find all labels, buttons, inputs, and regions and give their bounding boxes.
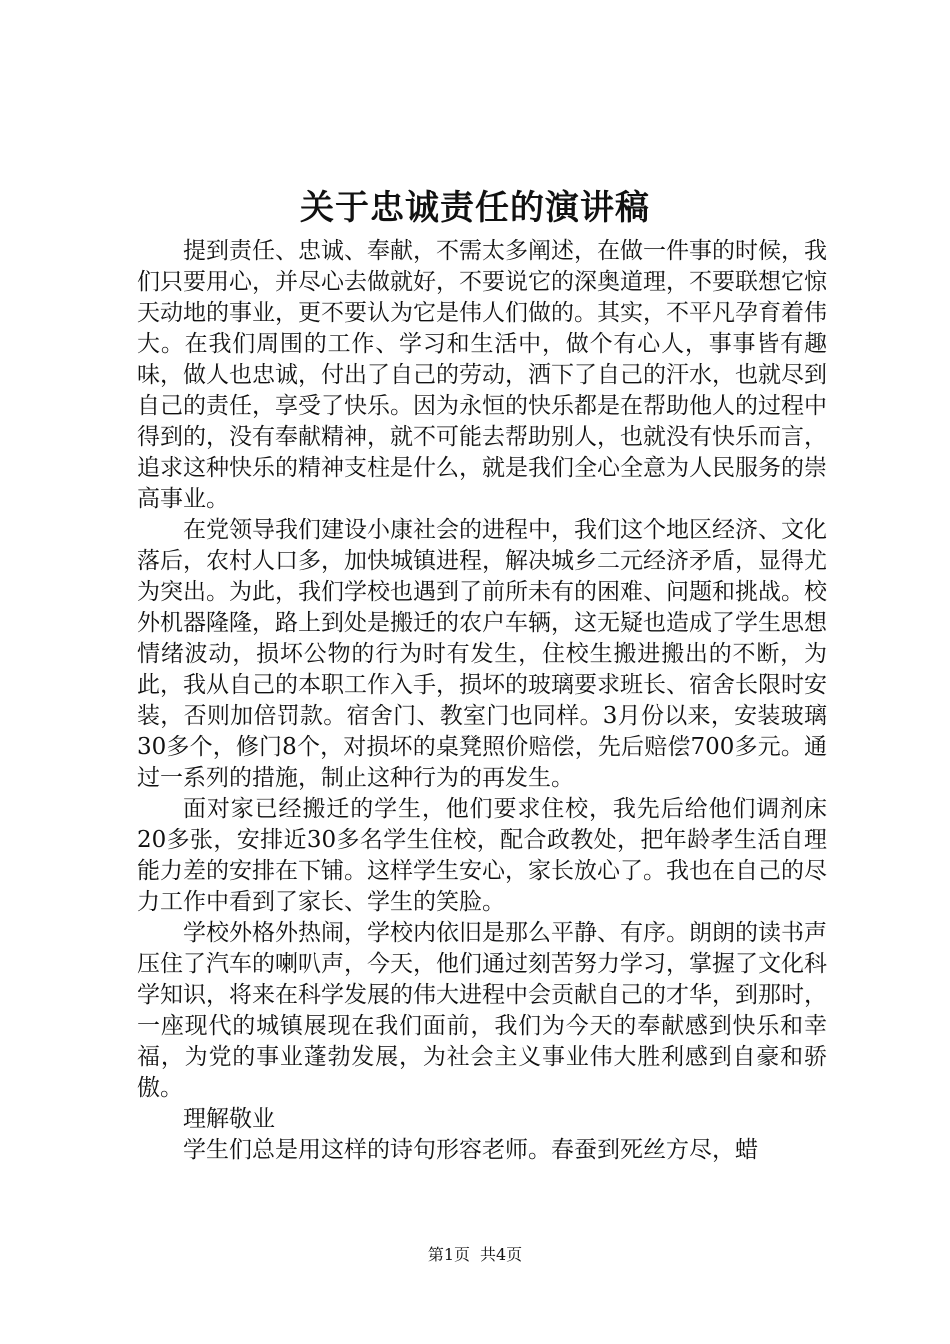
document-body — [137, 236, 827, 1166]
paragraph-4: 学校外格外热闹，学校内依旧是那么平静、有序。朗朗的读书声压住了汽车的喇叭声，今天，他们通过刻苦努力学习，掌握了文化科学知识，将来在科学发展的伟大进程中会贡献自己的才华，到那时，一座现代的城镇展现在我们面前，我们为今天的奉献感到快乐和幸福，为党的事业蓬勃发展，为社会主义事业伟大胜利感到自豪和骄傲。 — [137, 920, 827, 1101]
paragraph-2: 在党领导我们建设小康社会的进程中，我们这个地区经济、文化落后，农村人口多，加快城镇进程，解决城乡二元经济矛盾，显得尤为突出。为此，我们学校也遇到了前所未有的困难、问题和挑战。校外机器隆隆，路上到处是搬迁的农户车辆，这无疑也造成了学生思想情绪波动，损坏公物的行为时有发生，住校生搬进搬出的不断，为此，我从自己的本职工作入手，损坏的玻璃要求班长、宿舍长限时安装，否则加倍罚款。宿舍门、教室门也同样。3月份以来，安装玻璃30多个，修门8个，对损坏的桌凳照价赔偿，先后赔偿700多元。通过一系列的措施，制止这种行为的再发生。 — [137, 517, 827, 791]
section-subheading: 理解敬业 — [183, 1106, 275, 1132]
paragraph-3: 面对家已经搬迁的学生，他们要求住校，我先后给他们调剂床20多张，安排近30多名学生住校，配合政教处，把年龄孝生活自理能力差的安排在下铺。这样学生安心，家长放心了。我也在自己的尽力工作中看到了家长、学生的笑脸。 — [137, 796, 827, 915]
page-number: 第1页 — [427, 1245, 470, 1264]
page-footer — [0, 1243, 950, 1267]
paragraph-1: 提到责任、忠诚、奉献，不需太多阐述，在做一件事的时候，我们只要用心，并尽心去做就好，不要说它的深奥道理，不要联想它惊天动地的事业，更不要认为它是伟人们做的。其实，不平凡孕育着伟大。在我们周围的工作、学习和生活中，做个有心人，事事皆有趣味，做人也忠诚，付出了自己的劳动，洒下了自己的汗水，也就尽到自己的责任，享受了快乐。因为永恒的快乐都是在帮助他人的过程中得到的，没有奉献精神，就不可能去帮助别人，也就没有快乐而言，追求这种快乐的精神支柱是什么，就是我们全心全意为人民服务的崇高事业。 — [137, 238, 827, 512]
page-total: 共4页 — [480, 1245, 523, 1264]
document-title: 关于忠诚责任的演讲稿 — [300, 188, 650, 228]
paragraph-5: 学生们总是用这样的诗句形容老师。春蚕到死丝方尽，蜡 — [183, 1137, 758, 1163]
